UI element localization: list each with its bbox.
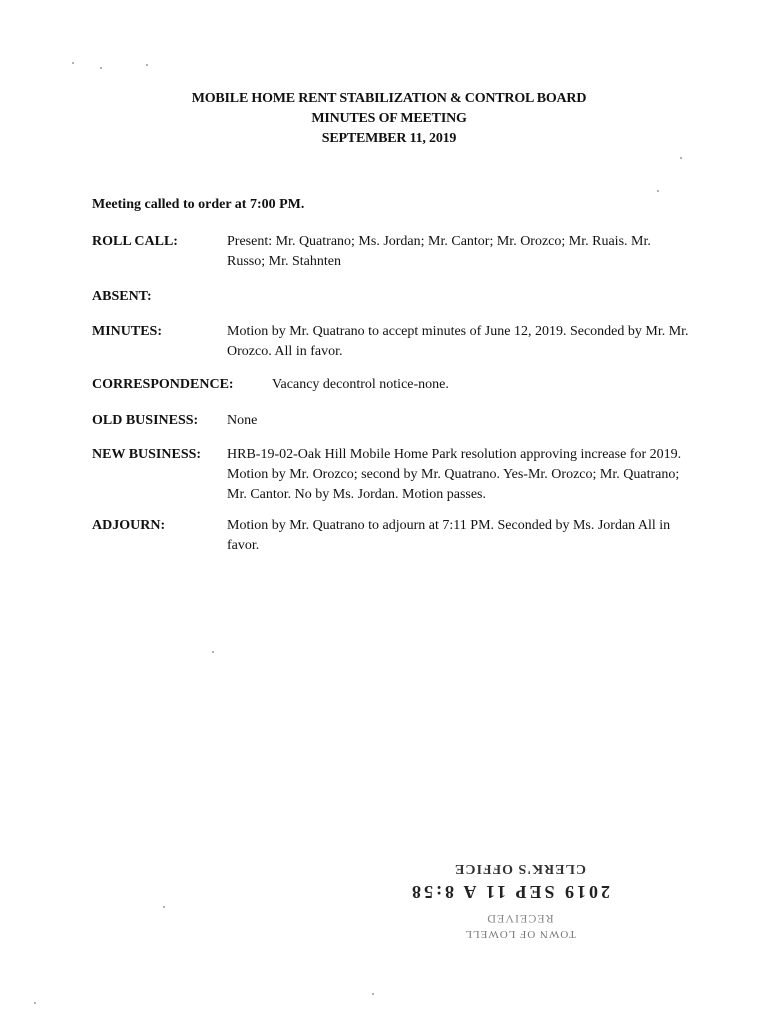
document-title: MINUTES OF MEETING xyxy=(311,111,467,126)
correspondence-label: CORRESPONDENCE: xyxy=(92,377,234,392)
scan-speck xyxy=(100,67,102,69)
stamp-datetime: 2019 SEP 11 A 8:58 xyxy=(408,882,610,902)
adjourn-text: Motion by Mr. Quatrano to adjourn at 7:11 PM. Seconded by Ms. Jordan All in favor. xyxy=(227,518,671,553)
roll-call-text: Present: Mr. Quatrano; Ms. Jordan; Mr. Cantor; Mr. Orozco; Mr. Ruais. Mr. Russo; Mr. Stahnten xyxy=(227,234,651,269)
minutes-text: Motion by Mr. Quatrano to accept minutes of June 12, 2019. Seconded by Mr. Mr. Orozco. All in favor. xyxy=(227,324,689,359)
scan-speck xyxy=(657,190,659,192)
new-business-text: HRB-19-02-Oak Hill Mobile Home Park resolution approving increase for 2019. Motion by Mr. Orozco; second by Mr. Quatrano. Yes-Mr. Orozco; Mr. Quatrano; Mr. Cantor. No by Ms. Jordan. Motion passes. xyxy=(227,447,682,502)
board-title: MOBILE HOME RENT STABILIZATION & CONTROL BOARD xyxy=(191,91,587,106)
correspondence-text: Vacancy decontrol notice-none. xyxy=(272,377,449,392)
stamp-office: CLERK'S OFFICE xyxy=(454,861,586,876)
scan-speck xyxy=(34,1002,36,1004)
stamp-received: RECEIVED xyxy=(486,912,554,926)
roll-call-label: ROLL CALL: xyxy=(92,234,178,249)
scan-speck xyxy=(146,64,148,66)
adjourn-label: ADJOURN: xyxy=(92,518,166,533)
scan-speck xyxy=(680,157,682,159)
meeting-date: SEPTEMBER 11, 2019 xyxy=(321,131,457,146)
scan-speck xyxy=(72,62,74,64)
scan-speck xyxy=(163,906,165,908)
scan-speck xyxy=(212,651,214,653)
stamp-town: TOWN OF LOWELL xyxy=(464,928,576,940)
minutes-label: MINUTES: xyxy=(92,324,163,339)
new-business-label: NEW BUSINESS: xyxy=(92,447,202,462)
old-business-label: OLD BUSINESS: xyxy=(92,413,199,428)
call-to-order: Meeting called to order at 7:00 PM. xyxy=(92,197,305,212)
absent-label: ABSENT: xyxy=(92,289,152,304)
received-stamp xyxy=(408,830,610,940)
old-business-text: None xyxy=(227,413,258,428)
document-header xyxy=(0,89,770,149)
scan-speck xyxy=(372,993,374,995)
